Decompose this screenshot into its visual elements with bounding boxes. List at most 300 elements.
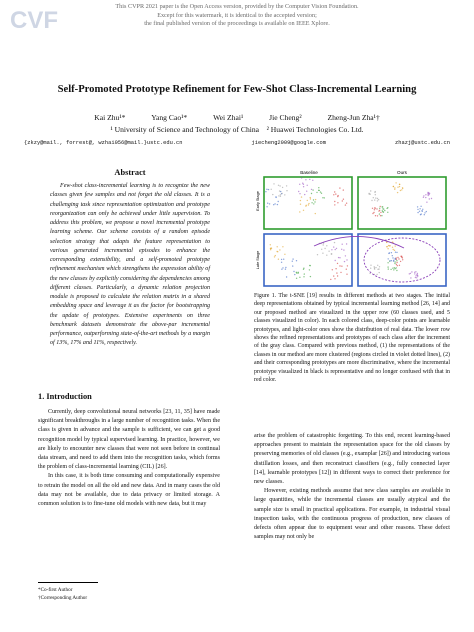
tsne-point [330,279,331,280]
tsne-point [383,212,384,213]
tsne-point [296,260,297,261]
tsne-point [381,215,382,216]
footnote-rule [38,582,98,583]
watermark-line: This CVPR 2021 paper is the Open Access version, provided by the Computer Vision Foundation. [115,3,359,10]
paper-title: Self-Promoted Prototype Refinement for Few-Shot Class-Incremental Learning [57,84,417,95]
tsne-point [346,269,347,270]
tsne-point [424,212,425,213]
author-block [0,112,474,136]
tsne-point [314,201,315,202]
tsne-point [281,259,282,260]
tsne-point [377,215,378,216]
tsne-point [376,274,377,275]
tsne-point [285,267,286,268]
tsne-point [372,208,373,209]
tsne-point [399,265,400,266]
tsne-point [286,185,287,186]
tsne-point [324,197,325,198]
tsne-point [311,189,312,190]
tsne-point [337,195,338,196]
tsne-point [397,192,398,193]
tsne-point [414,273,415,274]
tsne-point [415,277,416,278]
tsne-point [266,206,267,207]
panel-ours-early [358,177,446,229]
tsne-point [377,269,378,270]
abstract-text: Few-shot class-incremental learning is to recognize the new classes given few samples and not forget the old classes. It is a challenging task since representation optimization and prototype reorganization can only be achieved under little supervision. To address this problem, we propose a novel incremental prototype learning scheme. Our scheme consists of a random episode selection strategy that adapts the feature representation to various generated incremental episodes to enhance the corresponding extensibility, and a self-promoted prototype refinement mechanism which strengthens the expression ability of the new classes by explicitly considering the dependencies among different classes. Particularly, a dynamic relation projection module is proposed to calculate the relation matrix in a shared embedding space and leverage it as the factor for bootstrapping the update of prototypes. Extensive experiments on three benchmark datasets demonstrate the above-par incremental performance, outperforming state-of-the-art methods by a margin of 13%, 17% and 11%, respectively. [50,183,210,347]
tsne-point [280,194,281,195]
tsne-point [374,266,375,267]
tsne-point [387,266,388,267]
tsne-point [339,187,340,188]
tsne-point [415,271,416,272]
tsne-point [375,197,376,198]
tsne-point [337,202,338,203]
tsne-point [395,258,396,259]
tsne-point [394,263,395,264]
figure-1-caption: Figure 1. The t-SNE [19] results in different methods at two stages. The initial deep representations obtained by typical incremental learning method [26, 14] and our proposed method are visualized in the upper row (60 classes used, and 5 classes visualized in color). In each colored class, deep-color points are learnable prototypes, and light-color ones show the distribution of real data. The lower row shows the refined representations and prototypes of each class after the increment of the gray class. Compared with previous method, (1) the representations of the classes in our method are more clustered (regions circled in violet dotted lines), (2) and their corresponding prototypes are more discriminative, where the incremental prototype visualized in black is representative and no longer confused with that in red color. [254,293,450,384]
author-list [0,112,474,124]
tsne-point [310,197,311,198]
tsne-point [300,200,301,201]
tsne-point [343,199,344,200]
tsne-point [382,206,383,207]
tsne-point [346,259,347,260]
tsne-point [393,269,394,270]
tsne-point [309,179,310,180]
tsne-point [266,189,267,190]
tsne-point [334,278,335,279]
tsne-point [344,261,345,262]
tsne-point [429,198,430,199]
tsne-point [277,204,278,205]
tsne-point [334,191,335,192]
tsne-point [275,197,276,198]
tsne-point [396,262,397,263]
author-name: Yang Cao¹* [151,113,188,122]
tsne-point [298,272,299,273]
tsne-point [421,213,422,214]
tsne-point [396,270,397,271]
tsne-point [323,244,324,245]
tsne-point [374,192,375,193]
tsne-point [399,186,400,187]
tsne-point [308,203,309,204]
tsne-point [400,256,401,257]
tsne-point [305,205,306,206]
tsne-point [335,268,336,269]
tsne-point [342,200,343,201]
tsne-point [402,257,403,258]
tsne-point [299,211,300,212]
tsne-point [410,273,411,274]
tsne-point [397,265,398,266]
tsne-point [333,194,334,195]
tsne-point [284,254,285,255]
tsne-point [388,253,389,254]
tsne-point [373,197,374,198]
tsne-point [321,249,322,250]
panel-baseline-early [264,177,352,229]
tsne-point [387,262,388,263]
tsne-point [377,265,378,266]
tsne-point [379,210,380,211]
tsne-point [386,246,387,247]
tsne-point [277,246,278,247]
tsne-point [416,274,417,275]
tsne-point [276,251,277,252]
tsne-point [270,244,271,245]
tsne-point [303,184,304,185]
tsne-point [275,255,276,256]
tsne-point [315,199,316,200]
tsne-point [414,272,415,273]
tsne-point [417,209,418,210]
tsne-point [334,204,335,205]
tsne-point [293,271,294,272]
tsne-point [395,182,396,183]
tsne-point [282,187,283,188]
tsne-point [279,190,280,191]
tsne-point [400,190,401,191]
tsne-point [417,206,418,207]
tsne-point [390,269,391,270]
tsne-point [282,267,283,268]
tsne-point [292,265,293,266]
tsne-point [394,250,395,251]
tsne-point [310,276,311,277]
tsne-point [390,245,391,246]
tsne-point [279,249,280,250]
tsne-point [298,191,299,192]
tsne-point [400,261,401,262]
tsne-point [374,267,375,268]
tsne-point [371,200,372,201]
tsne-point [318,187,319,188]
tsne-point [387,248,388,249]
tsne-point [419,208,420,209]
tsne-point [271,189,272,190]
intro-paragraph: In this case, it is both time consuming and computationally expensive to retrain the model on all the old and new data. And in many cases the old data may not be available, due to data privacy or limited storage. A common solution is to fine-tune old models with new data, but it may [38,473,220,508]
tsne-point [303,276,304,277]
tsne-point [310,198,311,199]
tsne-point [392,255,393,256]
tsne-point [428,194,429,195]
tsne-point [282,246,283,247]
tsne-point [309,269,310,270]
figure-row-early: Early Stage [256,191,260,211]
tsne-point [307,185,308,186]
right-column-body [254,432,450,542]
intro-paragraph: Currently, deep convolutional neural networks [23, 11, 35] have made significant breakthroughs in a large number of recognition tasks. When the class is given in advance and the sample is sufficient, we can get a good recognition model by typical supervised learning. In practice, however, we are likely to encounter new classes that were not seen before in continual data stream, and need to add them into the recognition tasks, which forms the problem of class-incremental learning (CIL) [26]. [38,409,220,471]
figure-col-baseline: Baseline [300,170,318,175]
tsne-point [335,193,336,194]
tsne-point [392,268,393,269]
tsne-point [336,248,337,249]
author-name: Zheng-Jun Zha¹† [327,113,380,122]
email: jiecheng2009@google.com [251,140,326,146]
tsne-point [345,255,346,256]
tsne-point [284,194,285,195]
tsne-point [281,193,282,194]
tsne-point [346,243,347,244]
author-name: Kai Zhu¹* [94,113,126,122]
tsne-point [376,208,377,209]
body-paragraph: However, existing methods assume that new class samples are available in large quantities, while the incremental classes are usually atypical and the sample size is small in practical applications. For example, in industrial visual inspection tasks, with the continuous progress of production, new classes of defects often appear due to equipment wear and other reasons. These defect samples may not only be [254,488,450,541]
tsne-point [379,272,380,273]
tsne-point [319,190,320,191]
tsne-point [373,212,374,213]
tsne-point [341,266,342,267]
tsne-point [339,265,340,266]
tsne-point [326,245,327,246]
tsne-point [313,199,314,200]
tsne-point [397,187,398,188]
intro-heading: 1. Introduction [38,392,92,401]
tsne-point [420,206,421,207]
tsne-point [268,189,269,190]
figure-row-late: Late Stage [256,250,260,270]
tsne-point [423,195,424,196]
tsne-point [377,198,378,199]
tsne-point [346,203,347,204]
watermark-line: the final published version of the proceedings is available on IEEE Xplore. [144,20,330,28]
tsne-point [391,260,392,261]
tsne-point [398,258,399,259]
affiliations: ¹ University of Science and Technology of China ² Huawei Technologies Co. Ltd. [110,125,364,134]
tsne-point [387,207,388,208]
tsne-point [269,203,270,204]
tsne-point [391,252,392,253]
tsne-point [392,257,393,258]
figure-col-ours: Ours [397,170,407,175]
tsne-point [331,249,332,250]
tsne-point [370,190,371,191]
tsne-point [374,199,375,200]
tsne-point [422,209,423,210]
tsne-point [304,273,305,274]
tsne-point [309,265,310,266]
tsne-point [417,212,418,213]
tsne-point [301,196,302,197]
tsne-point [415,275,416,276]
figure-1-tsne [254,166,450,290]
tsne-point [340,272,341,273]
tsne-point [312,189,313,190]
tsne-point [380,206,381,207]
body-paragraph: arise the problem of catastrophic forgetting. To this end, recent learning-based approaches present to maintain the representation space for the old classes by preserving memories of old classes (e.g., examplar [26]) and introducing various distillation losses, and then reconstruct classifiers (e.g., fully connected layer [14], learnable prototypes [12]) in different ways to correct their preference for new classes. [254,433,450,486]
tsne-point [402,259,403,260]
tsne-point [278,185,279,186]
tsne-point [333,275,334,276]
tsne-point [265,191,266,192]
tsne-point [281,262,282,263]
tsne-point [426,211,427,212]
tsne-point [375,267,376,268]
author-name: Jie Cheng² [269,113,302,122]
tsne-point [429,193,430,194]
tsne-point [377,200,378,201]
tsne-point [304,194,305,195]
tsne-point [395,252,396,253]
tsne-point [274,256,275,257]
tsne-point [299,277,300,278]
footnotes [38,586,87,602]
tsne-point [274,203,275,204]
tsne-point [394,189,395,190]
tsne-point [281,269,282,270]
tsne-point [370,265,371,266]
tsne-point [338,257,339,258]
tsne-point [283,259,284,260]
tsne-point [427,192,428,193]
tsne-point [431,198,432,199]
tsne-point [426,202,427,203]
tsne-point [294,274,295,275]
abstract-heading: Abstract [114,168,146,177]
tsne-point [296,278,297,279]
email: {zkzy@mail., forrest@, wzhai056@mail.}ustc.edu.cn [24,140,183,146]
abstract-body [50,182,210,349]
tsne-point [384,210,385,211]
tsne-point [273,183,274,184]
tsne-point [396,260,397,261]
tsne-point [280,196,281,197]
tsne-point [424,214,425,215]
watermark-line: Except for this watermark, it is identical to the accepted version; [157,11,317,19]
tsne-point [270,249,271,250]
tsne-point [425,197,426,198]
footnote: †Corresponding Author [38,595,88,601]
tsne-point [396,252,397,253]
tsne-point [402,187,403,188]
tsne-point [337,275,338,276]
email-row [24,140,450,146]
tsne-point [423,197,424,198]
tsne-point [334,242,335,243]
tsne-point [311,193,312,194]
tsne-point [317,254,318,255]
tsne-point [374,209,375,210]
tsne-point [267,203,268,204]
tsne-point [389,260,390,261]
tsne-point [419,211,420,212]
tsne-point [421,210,422,211]
tsne-point [346,274,347,275]
tsne-point [336,272,337,273]
tsne-point [324,248,325,249]
tsne-point [308,204,309,205]
tsne-point [379,266,380,267]
tsne-point [296,272,297,273]
tsne-point [379,208,380,209]
tsne-point [321,193,322,194]
tsne-point [343,189,344,190]
tsne-point [278,259,279,260]
tsne-point [335,249,336,250]
tsne-point [332,269,333,270]
tsne-point [343,249,344,250]
tsne-point [393,186,394,187]
tsne-point [396,264,397,265]
tsne-point [378,199,379,200]
tsne-point [374,207,375,208]
tsne-point [272,194,273,195]
tsne-point [417,273,418,274]
tsne-point [303,269,304,270]
tsne-point [370,194,371,195]
panel-ours-late [358,234,446,286]
tsne-point [312,180,313,181]
intro-body [38,408,220,509]
tsne-point [394,261,395,262]
tsne-point [388,245,389,246]
tsne-point [335,260,336,261]
tsne-point [286,190,287,191]
tsne-point [388,258,389,259]
tsne-point [273,204,274,205]
tsne-point [279,185,280,186]
tsne-point [326,255,327,256]
tsne-point [380,215,381,216]
tsne-point [416,277,417,278]
tsne-point [278,201,279,202]
tsne-point [380,212,381,213]
tsne-point [345,204,346,205]
tsne-point [375,194,376,195]
tsne-point [393,249,394,250]
tsne-point [322,197,323,198]
tsne-point [299,193,300,194]
tsne-point [392,247,393,248]
tsne-point [342,244,343,245]
tsne-point [328,251,329,252]
tsne-point [395,245,396,246]
tsne-point [301,177,302,178]
tsne-point [379,213,380,214]
tsne-point [278,195,279,196]
tsne-point [394,187,395,188]
tsne-point [307,200,308,201]
tsne-point [401,189,402,190]
tsne-point [313,203,314,204]
tsne-point [375,215,376,216]
tsne-point [303,210,304,211]
tsne-point [306,191,307,192]
tsne-point [299,184,300,185]
tsne-point [339,257,340,258]
tsne-point [410,277,411,278]
tsne-point [316,192,317,193]
tsne-point [425,194,426,195]
email: zhazj@ustc.edu.cn [394,140,450,146]
tsne-point [320,191,321,192]
author-name: Wei Zhai¹ [213,113,244,122]
tsne-point [331,253,332,254]
tsne-point [337,263,338,264]
tsne-point [397,257,398,258]
tsne-point [382,208,383,209]
watermark-notice [0,3,474,29]
tsne-point [315,213,316,214]
tsne-point [286,276,287,277]
tsne-point [303,186,304,187]
tsne-point [322,253,323,254]
tsne-point [333,246,334,247]
tsne-point [399,184,400,185]
tsne-point [395,268,396,269]
tsne-point [372,213,373,214]
